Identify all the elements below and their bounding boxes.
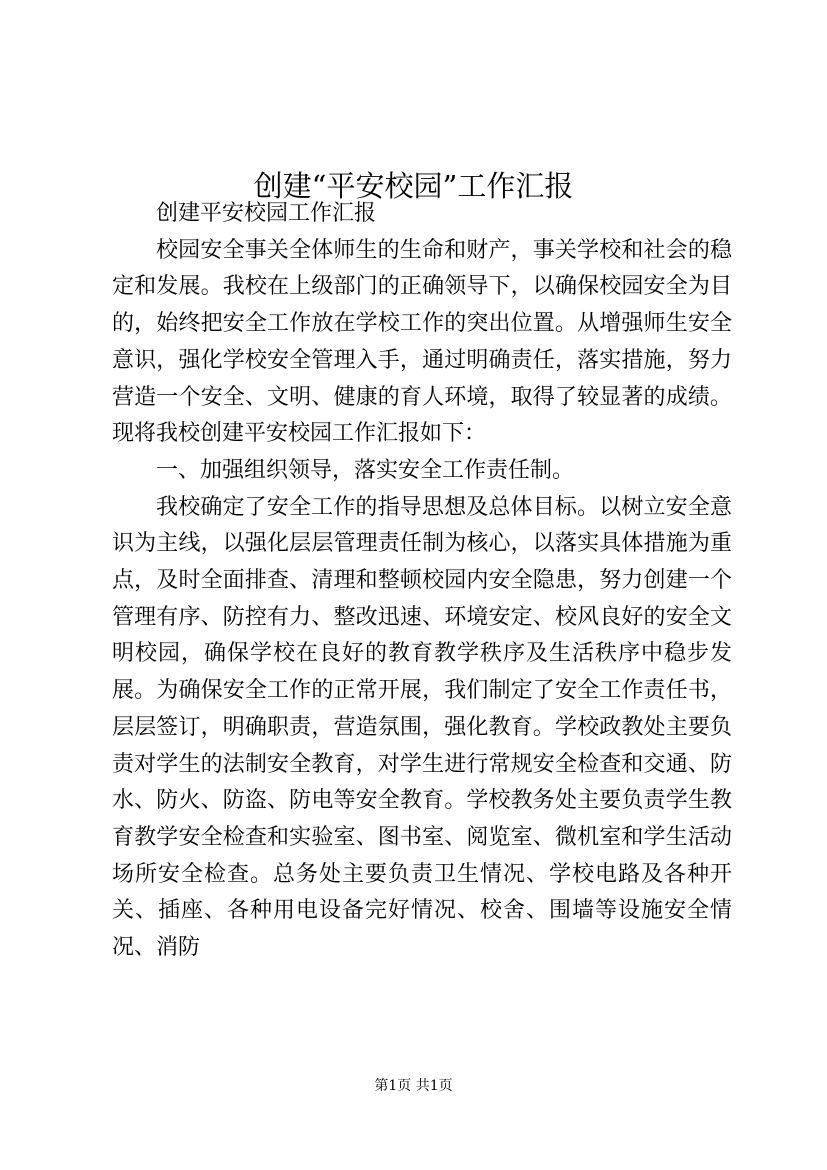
section-heading-1: 一、加强组织领导，落实安全工作责任制。 bbox=[156, 457, 575, 483]
page-footer: 第1页 共1页 bbox=[374, 1078, 453, 1094]
paragraph-section-1: 我校确定了安全工作的指导思想及总体目标。以树立安全意识为主线，以强化层层管理责任制为核心，以落实具体措施为重点，及时全面排查、清理和整顿校园内安全隐患，努力创建一个管理有序、防控有力、整改迅速、环境安定、校风良好的安全文明校园，确保学校在良好的教育教学秩序及生活秩序中稳步发展。为确保安全工作的正常开展，我们制定了安全工作责任书，层层签订，明确职责，营造氛围，强化教育。学校政教处主要负责对学生的法制安全教育，对学生进行常规安全检查和交通、防水、防火、防盗、防电等安全教育。学校教务处主要负责学生教育教学安全检查和实验室、图书室、阅览室、微机室和学生活动场所安全检查。总务处主要负责卫生情况、学校电路及各种开关、插座、各种用电设备完好情况、校舍、围墙等设施安全情况、消防 bbox=[112, 494, 732, 961]
paragraph-subtitle: 创建平安校园工作汇报 bbox=[156, 201, 377, 226]
document-title: 创建“平安校园”工作汇报 bbox=[253, 169, 574, 204]
document-body bbox=[112, 196, 732, 967]
paragraph-intro: 校园安全事关全体师生的生命和财产，事关学校和社会的稳定和发展。我校在上级部门的正确领导下，以确保校园安全为目的，始终把安全工作放在学校工作的突出位置。从增强师生安全意识，强化学校安全管理入手，通过明确责任，落实措施，努力营造一个安全、文明、健康的育人环境，取得了较显著的成绩。现将我校创建平安校园工作汇报如下： bbox=[112, 237, 732, 447]
